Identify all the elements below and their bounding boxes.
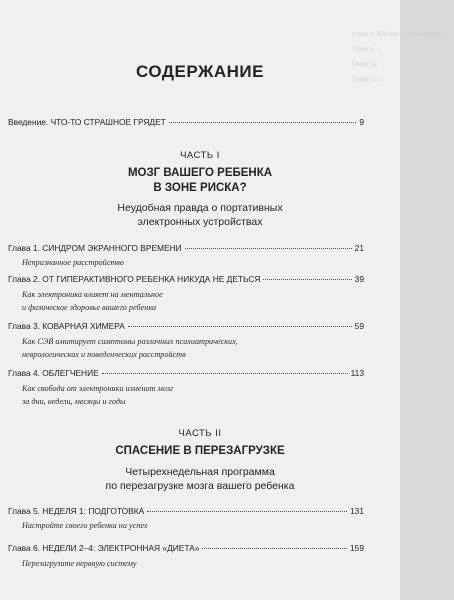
- leader-dots: [169, 122, 357, 123]
- toc-entry-chapter-1: [8, 243, 364, 253]
- toc-entry-label: Глава 6. НЕДЕЛИ 2–4: ЭЛЕКТРОННАЯ «ДИЕТА»: [8, 543, 200, 553]
- toc-entry-label: Глава 4. ОБЛЕГЧЕНИЕ: [8, 368, 99, 378]
- page-title: СОДЕРЖАНИЕ: [136, 62, 264, 81]
- toc-entry-label: Глава 3. КОВАРНАЯ ХИМЕРА: [8, 321, 125, 331]
- chapter-4-subtitle: Как свобода от электроники изменит мозг за дни, недели, месяцы и годы: [22, 384, 174, 406]
- toc-page-number: 9: [359, 117, 364, 127]
- part-1-subtitle: Неудобная правда о портативных электронных устройствах: [117, 202, 283, 228]
- toc-page-number: 21: [354, 243, 364, 253]
- toc-entry-chapter-4: [8, 368, 364, 378]
- bleed-through-text: Глава 8. МАЛЫЕ И ПОДВИЖНЫЕ ... Глава 9. ... Глава 10. ... Глава 11. ...: [352, 32, 454, 83]
- leader-dots: [263, 279, 351, 280]
- chapter-2-subtitle: Как электроника влияет на ментальное и физическое здоровье вашего ребенка: [22, 290, 163, 312]
- leader-dots: [202, 548, 347, 549]
- leader-dots: [185, 248, 352, 249]
- part-2-label: ЧАСТЬ II: [178, 428, 222, 439]
- part-2-title: СПАСЕНИЕ В ПЕРЕЗАГРУЗКЕ: [115, 445, 285, 457]
- toc-page-number: 131: [350, 506, 364, 516]
- toc-entry-chapter-5: [8, 506, 364, 516]
- part-2-subtitle: Четырехнедельная программа по перезагрузке мозга вашего ребенка: [105, 466, 295, 492]
- toc-entry-intro: [8, 117, 364, 127]
- chapter-6-subtitle: Перезагрузите нервную систему: [22, 559, 137, 568]
- toc-entry-label: Глава 5. НЕДЕЛЯ 1: ПОДГОТОВКА: [8, 506, 145, 516]
- chapter-3-subtitle: Как СЭВ имитирует симптомы различных психиатрических, неврологических и поведенческих расстройств: [22, 337, 238, 359]
- leader-dots: [147, 511, 347, 512]
- toc-entry-label: Глава 1. СИНДРОМ ЭКРАННОГО ВРЕМЕНИ: [8, 243, 182, 253]
- leader-dots: [102, 373, 348, 374]
- toc-page-number: 59: [354, 321, 364, 331]
- part-1-title: МОЗГ ВАШЕГО РЕБЕНКА В ЗОНЕ РИСКА?: [127, 167, 273, 194]
- toc-page-number: 39: [354, 274, 364, 284]
- chapter-5-subtitle: Настройте своего ребенка на успех: [22, 521, 148, 530]
- toc-entry-chapter-6: [8, 543, 364, 553]
- chapter-1-subtitle: Непризнанное расстройство: [22, 258, 124, 267]
- toc-entry-chapter-3: [8, 321, 364, 331]
- toc-page-number: 159: [350, 543, 364, 553]
- part-1-label: ЧАСТЬ I: [180, 150, 220, 161]
- toc-page-number: 113: [350, 368, 364, 378]
- toc-entry-label: Глава 2. ОТ ГИПЕРАКТИВНОГО РЕБЕНКА НИКУДА НЕ ДЕТЬСЯ: [8, 274, 261, 284]
- toc-entry-label: Введение. ЧТО-ТО СТРАШНОЕ ГРЯДЕТ: [8, 117, 166, 127]
- leader-dots: [128, 326, 352, 327]
- toc-entry-chapter-2: [8, 274, 364, 284]
